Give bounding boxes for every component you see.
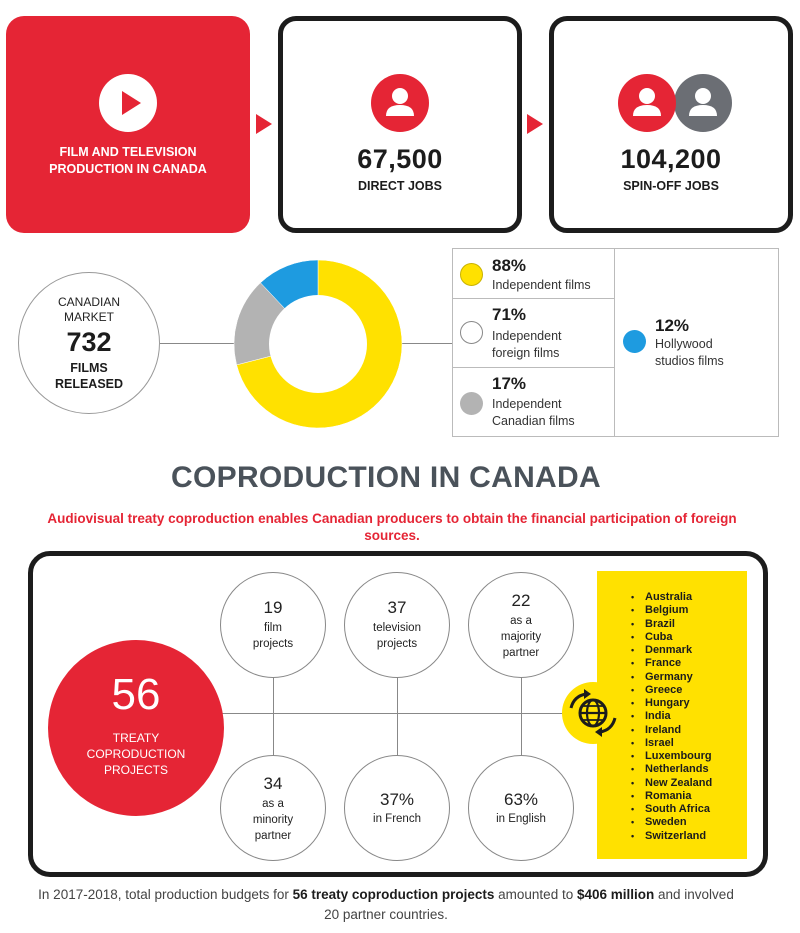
country-item: • Hungary — [631, 697, 712, 710]
yellow-dot-icon — [460, 263, 483, 286]
legend-pct: 88% — [492, 256, 527, 275]
treaty-projects-number: 56 — [111, 670, 161, 719]
legend-text: Independent foreign films — [492, 329, 562, 360]
arrow-right-icon — [527, 114, 543, 134]
stat-circle — [220, 755, 326, 861]
spinoff-jobs-label: SPIN-OFF JOBS — [623, 179, 719, 193]
country-item: • Australia — [631, 591, 712, 604]
legend-pct: 71% — [492, 305, 527, 324]
globe-exchange-icon — [562, 682, 624, 744]
stat-value: 63% — [503, 790, 539, 809]
market-films-label: FILMS RELEASED — [54, 361, 124, 391]
stat-circle — [344, 755, 450, 861]
market-heading: CANADIAN MARKET — [57, 295, 120, 324]
footnote-text: amounted to — [494, 887, 577, 902]
grey-dot-icon — [460, 392, 483, 415]
footnote-text: 20 partner countries. — [324, 907, 448, 922]
direct-jobs-card — [278, 16, 522, 233]
footnote-text: and involved — [654, 887, 734, 902]
footnote — [0, 885, 772, 925]
country-item: • Netherlands — [631, 763, 712, 776]
country-item: • South Africa — [631, 803, 712, 816]
legend-text: Independent films — [492, 278, 591, 292]
stat-label: in French — [373, 813, 421, 825]
connector-line — [160, 343, 240, 344]
treaty-projects-label: TREATY COPRODUCTION PROJECTS — [86, 731, 186, 777]
stat-circle — [220, 572, 326, 678]
canadian-market-circle — [18, 272, 160, 414]
country-item: • Israel — [631, 737, 712, 750]
stat-label: as a minority partner — [252, 798, 294, 842]
footnote-bold: 56 treaty coproduction projects — [292, 887, 495, 902]
legend-divider — [452, 298, 614, 299]
stat-label: in English — [496, 813, 546, 825]
connector-line — [397, 663, 398, 763]
country-item: • Ireland — [631, 724, 712, 737]
country-item: • Brazil — [631, 618, 712, 631]
white-dot-icon — [460, 321, 483, 344]
play-icon — [99, 74, 157, 132]
production-card — [6, 16, 250, 233]
stat-circle — [344, 572, 450, 678]
section-title: COPRODUCTION IN CANADA — [171, 461, 601, 494]
films-donut-chart — [232, 258, 404, 430]
legend-pct: 17% — [492, 374, 527, 393]
person-icon — [371, 74, 429, 132]
blue-dot-icon — [623, 330, 646, 353]
country-item: • Belgium — [631, 604, 712, 617]
legend-divider — [452, 367, 614, 368]
treaty-projects-circle — [48, 640, 224, 816]
legend-pct: 12% — [655, 316, 690, 335]
market-films-number: 732 — [66, 327, 112, 357]
stat-value: 37 — [387, 598, 407, 617]
donut-hole — [269, 295, 367, 393]
legend-text: Independent Canadian films — [492, 397, 575, 428]
footnote-bold: $406 million — [576, 887, 655, 902]
stat-value: 22 — [511, 591, 531, 610]
country-item: • New Zealand — [631, 777, 712, 790]
arrow-right-icon — [256, 114, 272, 134]
stat-value: 34 — [263, 774, 283, 793]
spinoff-jobs-card — [549, 16, 793, 233]
country-item: • Germany — [631, 671, 712, 684]
connector-line — [400, 343, 452, 344]
country-list — [631, 591, 712, 843]
legend-text: Hollywood studios films — [655, 337, 724, 368]
country-item: • Luxembourg — [631, 750, 712, 763]
stat-circle — [468, 572, 574, 678]
section-subtitle: Audiovisual treaty coproduction enables Canadian producers to obtain the financial participation of foreign sources. — [47, 511, 737, 543]
country-item: • Romania — [631, 790, 712, 803]
country-item: • Greece — [631, 684, 712, 697]
country-item: • Cuba — [631, 631, 712, 644]
legend-divider — [614, 248, 615, 437]
connector-line — [521, 663, 522, 763]
stat-circle — [468, 755, 574, 861]
spinoff-jobs-number: 104,200 — [620, 144, 722, 174]
direct-jobs-label: DIRECT JOBS — [357, 179, 443, 193]
country-item: • India — [631, 710, 712, 723]
stat-label: as a majority partner — [500, 615, 542, 659]
stat-value: 37% — [379, 790, 415, 809]
country-item: • Sweden — [631, 816, 712, 829]
direct-jobs-number: 67,500 — [357, 144, 443, 174]
production-card-title: FILM AND TELEVISION PRODUCTION IN CANADA — [49, 145, 207, 176]
connector-line — [273, 663, 274, 763]
stat-label: film projects — [252, 622, 294, 650]
stat-label: television projects — [373, 622, 421, 650]
footnote-text: In 2017-2018, total production budgets for — [38, 887, 293, 902]
stat-value: 19 — [263, 598, 283, 617]
country-item: • France — [631, 657, 712, 670]
country-item: • Switzerland — [631, 830, 712, 843]
country-item: • Denmark — [631, 644, 712, 657]
